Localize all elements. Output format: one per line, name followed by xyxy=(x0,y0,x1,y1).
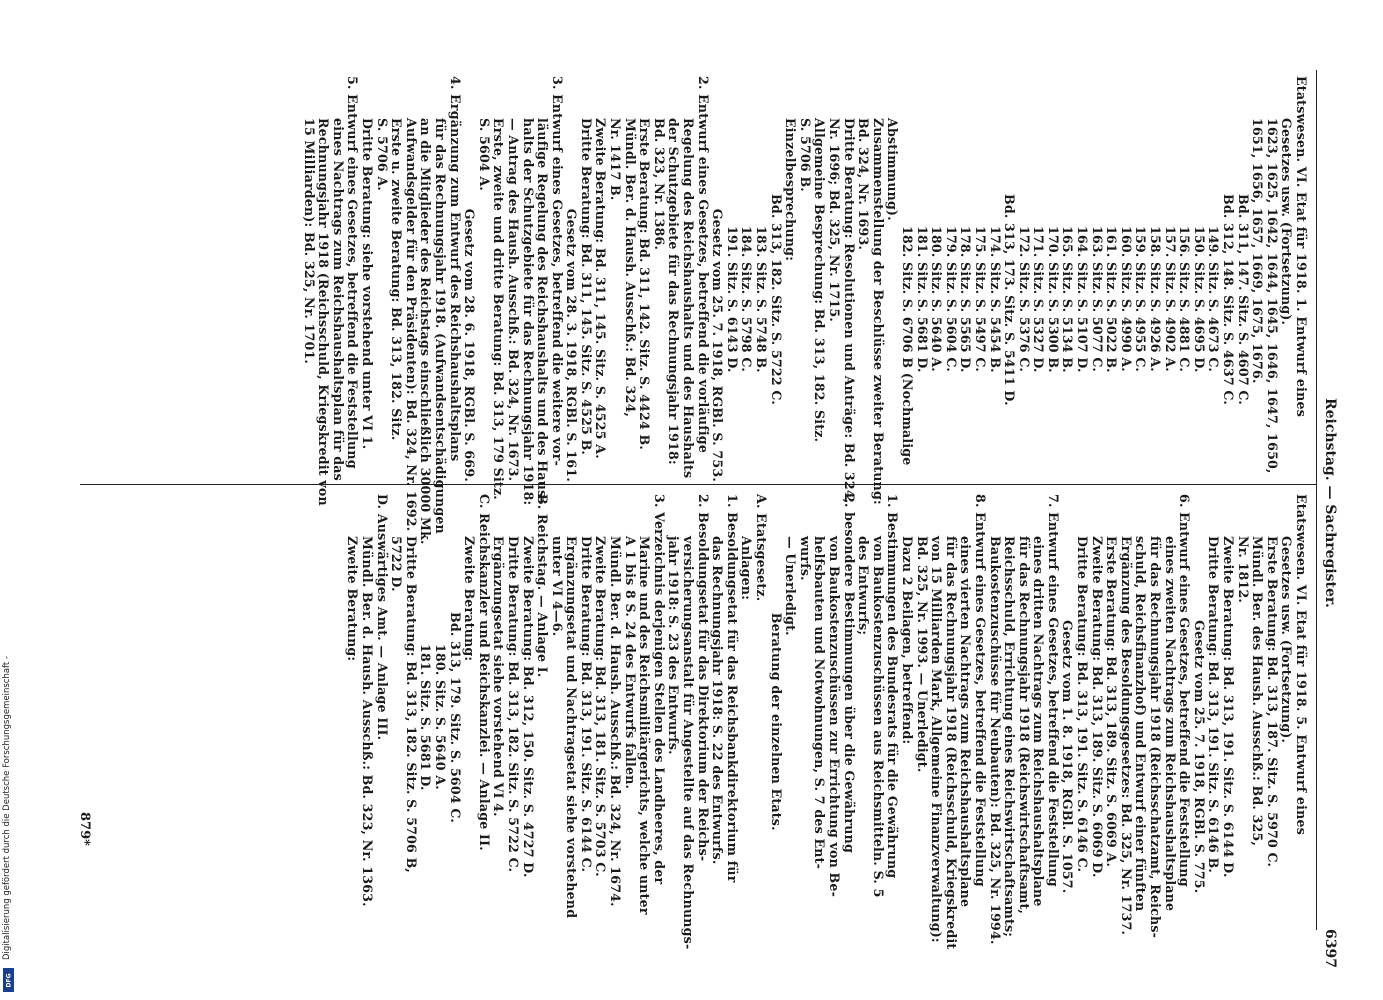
text-line: 191. Sitz. S. 6143 D. xyxy=(724,226,740,373)
page-number: 6397 xyxy=(1322,929,1338,968)
text-line: unter VI 4—6. xyxy=(549,536,565,637)
text-line: für das Rechnungsjahr 1918 (Reichswirtschaftsamt, xyxy=(1016,536,1032,915)
text-line: B. Reichstag. — Anlage I. xyxy=(535,494,551,678)
text-line: 159. Sitz. S. 4955 C. xyxy=(1133,226,1149,372)
text-line: Zweite Beratung: Bd. 313, 189. Sitz. S. 6069 D. xyxy=(1089,536,1105,878)
text-line: 1651, 1656, 1657, 1669, 1675, 1676. xyxy=(1250,118,1266,384)
text-line: Gesetz vom 25. 7. 1918, RGBl. S. 775. xyxy=(1191,620,1207,894)
text-line: Zweite Beratung: Bd. 312, 150. Sitz. S. 4727 D. xyxy=(520,536,536,878)
text-line: 150. Sitz. S. 4695 D. xyxy=(1191,226,1207,373)
text-line: 157. Sitz. S. 4902 A. xyxy=(1162,226,1178,372)
text-line: Dritte Beratung: Bd. 313, 191. Sitz. S. 6146 C. xyxy=(1075,536,1091,873)
text-line: eines dritten Nachtrags zum Reichshaushaltsplane xyxy=(1031,536,1047,907)
text-line: läufige Regelung des Reichshaushalts und des Haus- xyxy=(535,118,551,503)
text-line: Aufwandsgelder für den Präsidenten): Bd. 324, Nr. 1692. xyxy=(403,118,419,532)
text-line: von Baukostenzuschüssen zur Errichtung von Be- xyxy=(827,536,842,898)
text-line: Bd. 312, 148. Sitz. S. 4637 C. xyxy=(1221,194,1237,405)
text-line: der Schutzgebiete für das Rechnungsjahr 1918: xyxy=(666,118,682,465)
text-line: 1623, 1625, 1642, 1644, 1645, 1646, 1647, 1650, xyxy=(1264,118,1280,474)
text-line: 172. Sitz. S. 5376 C. xyxy=(1016,226,1032,372)
text-line: 1. Bestimmungen des Bundesrats für die Gewährung xyxy=(885,494,901,879)
text-line: 2. Besoldungsetat für das Direktorium der Reichs- xyxy=(695,494,711,862)
text-line: an die Mitglieder des Reichstags einschließlich 30000 Mk. xyxy=(418,118,434,545)
text-line: Dritte Beratung: Bd. 313, 191. Sitz. S. 6146 B. xyxy=(1206,536,1222,874)
text-line: Regelung des Reichshaushalts und des Haushalts xyxy=(681,118,697,479)
dfg-logo-icon: DFG xyxy=(3,968,14,992)
text-line: 5722 D. xyxy=(389,536,405,592)
text-line: Zusammenstellung der Beschlüsse zweiter Beratung: xyxy=(870,118,886,505)
text-line: 163. Sitz. S. 5077 C. xyxy=(1089,226,1105,372)
text-line: 7. Entwurf eines Gesetzes, betreffend die Feststellung xyxy=(1045,494,1061,887)
right-column xyxy=(345,494,1308,949)
text-line: D. Auswärtiges Amt. — Anlage III. xyxy=(374,494,390,741)
text-line: 181. Sitz. S. 5681 D. xyxy=(418,644,434,791)
text-line: Gesetz vom 25. 7. 1918, RGBl. S. 753. xyxy=(710,208,726,482)
text-line: 149. Sitz. S. 4673 C. xyxy=(1206,226,1222,372)
running-header xyxy=(1322,28,1338,968)
text-line: Erste u. zweite Beratung: Bd. 313, 182. Sitz. xyxy=(389,118,405,441)
text-line: Allgemeine Besprechung: Bd. 313, 182. Sitz. xyxy=(812,118,828,443)
text-line: Marine und des Reichsmilitärgerichts, welche unter xyxy=(637,536,653,915)
text-line: schuld, Reichsfinanzhof) und Entwurf einer fünften xyxy=(1133,536,1149,912)
text-line: S. 5706 A. xyxy=(374,118,390,192)
text-line: 5. Entwurf eines Gesetzes, betreffend die Feststellung xyxy=(345,76,361,469)
text-line: Bd. 325, Nr. 1993. — Unerledigt. xyxy=(914,536,930,773)
text-line: Ergänzung des Besoldungsgesetzes: Bd. 325, Nr. 1737. xyxy=(1118,536,1134,936)
text-line: 170. Sitz. S. 5300 B. xyxy=(1045,226,1061,373)
text-line: 182. Sitz. S. 6706 B (Nochmalige xyxy=(899,226,915,466)
text-line: wurfs. xyxy=(797,536,813,581)
text-line: Mündl. Ber. des Haush. Ausschß.: Bd. 325, xyxy=(1250,536,1266,847)
text-line: halts der Schutzgebiete für das Rechnungsjahr 1918: xyxy=(520,118,536,506)
text-line: 6. Entwurf eines Gesetzes, betreffend die Feststellung xyxy=(1177,494,1193,887)
text-line: S. 5706 B. xyxy=(797,118,813,192)
text-line: 184. Sitz. S. 5798 C. xyxy=(739,226,755,372)
text-line: 1. Besoldungsetat für das Reichsbankdirektorium für xyxy=(724,494,740,883)
text-line: Gesetz vom 28. 6. 1918, RGBl. S. 669. xyxy=(462,208,478,482)
text-line: Zweite Beratung: Bd. 311, 145. Sitz. S. 4525 A. xyxy=(593,118,609,459)
text-line: — Antrag des Haush. Ausschß.: Bd. 324, Nr. 1673. xyxy=(505,118,521,482)
text-line: 179. Sitz. S. 5604 C. xyxy=(943,226,959,372)
text-line: Gesetz vom 1. 8. 1918, RGBl. S. 1057. xyxy=(1060,620,1076,894)
text-line: Erste Beratung: Bd. 313, 189. Sitz. S. 6069 A. xyxy=(1104,536,1120,868)
text-line: Erste Beratung: Bd. 313, 187. Sitz. S. 5970 C. xyxy=(1264,536,1280,868)
text-line: Zweite Beratung: Bd. 313, 181. Sitz. S. 5703 C. xyxy=(593,536,609,877)
text-line: 2. Entwurf eines Gesetzes, betreffend die vorläufige xyxy=(695,76,711,454)
text-line: 180. Sitz. S. 5640 A. xyxy=(432,644,448,790)
text-line: Zweite Beratung: xyxy=(345,536,361,662)
text-line: Beratung der einzelnen Etats. xyxy=(768,612,784,831)
text-line: Ergänzungsetat siehe vorstehend VI 4. xyxy=(491,536,507,817)
text-line: für das Rechnungsjahr 1918. (Aufwandsentschädigungen xyxy=(432,118,448,534)
text-line: 180. Sitz. S. 5640 A. xyxy=(929,226,945,372)
text-line: Erste, zweite und dritte Beratung: Bd. 313, 179 Sitz. xyxy=(491,118,507,500)
text-line: 8. Entwurf eines Gesetzes, betreffend die Feststellung xyxy=(972,494,988,887)
text-line: des Entwurfs; xyxy=(856,536,872,636)
text-line: Reichsschuld, Errichtung eines Reichswirtschaftsamts; xyxy=(1002,536,1018,938)
text-line: von Baukostenzuschüssen aus Reichsmitteln. S. 5 xyxy=(870,536,886,898)
header-rule xyxy=(1316,70,1317,930)
text-line: Mündl. Ber. d. Haush. Ausschß.: Bd. 323, Nr. 1363. xyxy=(360,536,375,907)
text-line: Bd. 313, 182. Sitz. S. 5722 C. xyxy=(768,194,784,405)
text-line: 178. Sitz. S. 5565 D. xyxy=(958,226,974,373)
text-line: Gesetz vom 28. 3. 1918, RGBl. S. 161. xyxy=(564,208,580,482)
running-title: Reichstag. — Sachregister. xyxy=(1322,398,1338,608)
text-line: Dritte Beratung: Bd. 313, 191. Sitz. S. 6144 C. xyxy=(578,536,594,873)
text-line: 15 Milliarden): Bd. 325, Nr. 1701. xyxy=(301,118,317,365)
text-line: das Rechnungsjahr 1918: S. 22 des Entwurfs. xyxy=(710,536,726,865)
text-line: Bd. 311, 147. Sitz. S. 4607 C. xyxy=(1235,194,1251,405)
text-line: 160. Sitz. S. 4990 A. xyxy=(1118,226,1134,372)
text-line: Baukostenzuschüsse für Neubauten): Bd. 325, Nr. 1994. xyxy=(987,536,1003,945)
text-line: A. Etatsgesetz. xyxy=(754,494,770,602)
text-line: helfsbauten und Notwohnungen, S. 7 des Ent- xyxy=(812,536,828,870)
text-line: Dritte Beratung: siehe vorstehend unter VI 1. xyxy=(360,118,375,450)
text-line: S. 5604 A. xyxy=(476,118,492,192)
text-line: 164. Sitz. S. 5107 D. xyxy=(1075,226,1091,373)
text-line: für das Rechnungsjahr 1918 (Reichsschatzamt, Reichs- xyxy=(1148,536,1164,939)
text-line: eines vierten Nachtrags zum Reichshaushaltsplane xyxy=(958,536,974,908)
text-line: Zweite Beratung: Bd. 313, 191. Sitz. S. 6144 D. xyxy=(1221,536,1237,878)
text-line: 4. Ergänzung zum Entwurf des Reichshaushaltsplans xyxy=(447,76,463,462)
text-line: 156. Sitz. S. 4881 C. xyxy=(1177,226,1193,372)
digitization-credit: Digitalisierung gefördert durch die Deutsche Forschungsgemeinschaft - xyxy=(2,656,12,960)
text-line: Etatswesen. VI. Etat für 1918. 5. Entwurf eines xyxy=(1294,494,1309,835)
text-line: Dritte Beratung: Bd. 313, 182. Sitz. S. 5722 C. xyxy=(505,536,521,873)
text-line: Mündl. Ber. d. Haush. Ausschß.: Bd. 324, xyxy=(622,118,638,418)
text-line: Rechnungsjahr 1918 (Reichsschuld, Kriegskredit von xyxy=(316,118,332,506)
text-line: Bd. 313, 173. Sitz. S. 5411 D. xyxy=(1002,194,1018,406)
text-line: 158. Sitz. S. 4926 A. xyxy=(1148,226,1164,372)
text-line: Nr. 1417 B. xyxy=(608,118,624,201)
text-line: Bd. 323, Nr. 1386. xyxy=(651,118,667,251)
text-line: 174. Sitz. S. 5454 B. xyxy=(987,226,1003,373)
text-line: 171. Sitz. S. 5327 D. xyxy=(1031,226,1047,373)
text-line: Anlagen: xyxy=(739,536,755,601)
text-line: von 15 Milliarden Mark, Allgemeine Finanzverwaltung): xyxy=(929,536,945,943)
text-line: C. Reichskanzler und Reichskanzlei. — Anlage II. xyxy=(476,494,492,851)
text-line: — Unerledigt. xyxy=(783,536,799,636)
text-line: 2. besondere Bestimmungen über die Gewährung xyxy=(841,494,857,853)
left-column xyxy=(301,76,1308,545)
text-line: Zweite Beratung: xyxy=(462,536,478,662)
text-line: Etatswesen. VI. Etat für 1918. 1. Entwurf eines xyxy=(1294,76,1309,417)
text-line: 3. Entwurf eines Gesetzes, betreffend die weitere vor- xyxy=(549,76,565,467)
text-line: Gesetzes usw. (Fortsetzung). xyxy=(1279,536,1295,744)
text-line: Abstimmung). xyxy=(885,118,901,221)
text-line: 3. Verzeichnis derjenigen Stellen des Landheeres, der xyxy=(651,494,667,885)
text-line: versicherungsanstalt für Angestellte auf das Rechnungs- xyxy=(681,536,697,950)
text-line: Bd. 313, 179. Sitz. S. 5604 C. xyxy=(447,612,463,823)
text-line: 181. Sitz. S. 5681 D. xyxy=(914,226,930,373)
text-line: Erste Beratung: Bd. 311, 142. Sitz. S. 4424 B. xyxy=(637,118,653,450)
text-line: 183. Sitz. S. 5748 B. xyxy=(754,226,770,373)
text-line: Nr. 1812. xyxy=(1235,536,1251,603)
text-line: Dritte Beratung: Resolutionen und Anträge: Bd. 324, xyxy=(841,118,857,504)
text-line: 161. Sitz. S. 5022 B. xyxy=(1104,226,1120,373)
text-line: Dritte Beratung: Bd. 311, 145. Sitz. S. 4525 B. xyxy=(578,118,594,456)
text-line: Einzelbesprechung: xyxy=(783,118,799,262)
text-line: Dazu 2 Beilagen, betreffend: xyxy=(899,536,915,745)
text-line: eines Nachtrags zum Reichshaushaltsplan für das xyxy=(330,118,346,481)
text-line: A 1 bis 8 S. 24 des Entwurfs fallen. xyxy=(622,536,638,790)
footer-page-number: 879* xyxy=(77,812,92,846)
text-line: Gesetzes usw. (Fortsetzung). xyxy=(1279,118,1295,326)
text-line: Dritte Beratung: Bd. 313, 182. Sitz. S. 5706 B, xyxy=(403,536,419,874)
text-line: 175. Sitz. S. 5497 C. xyxy=(972,226,988,372)
text-line: jahr 1918: S. 23 des Entwurfs. xyxy=(666,536,682,755)
text-line: eines zweiten Nachtrags zum Reichshaushaltsplane xyxy=(1162,536,1178,912)
text-line: für das Rechnungsjahr 1918 (Reichsschuld, Kriegskredit xyxy=(943,536,959,950)
text-line: 165. Sitz. S. 5134 B. xyxy=(1060,226,1076,373)
text-line: Mündl. Ber. d. Haush. Ausschß.: Bd. 324, Nr. 1674. xyxy=(608,536,624,907)
text-line: Ergänzungsetat und Nachtragsetat siehe vorstehend xyxy=(564,536,580,919)
text-line: Nr. 1696; Bd. 325, Nr. 1715. xyxy=(827,118,842,322)
text-line: Bd. 324, Nr. 1693. xyxy=(856,118,872,251)
